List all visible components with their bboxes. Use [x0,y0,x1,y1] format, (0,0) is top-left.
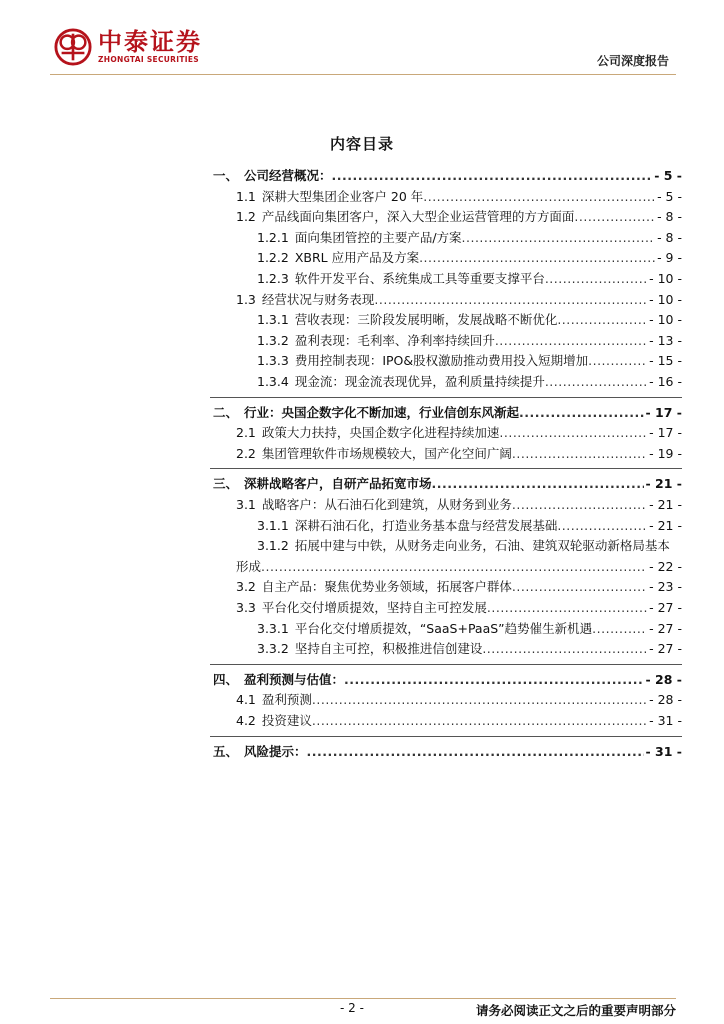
zhongtai-logo-icon [54,28,92,66]
toc-entry-title: 现金流：现金流表现优异，盈利质量持续提升 [294,374,545,389]
toc-dot-leader [557,310,647,330]
toc-entry-title-continued: 形成 [236,558,262,574]
toc-dot-leader [419,248,655,268]
toc-entry[interactable] [213,403,682,423]
toc-entry-page: - 13 - [649,332,682,348]
toc-dot-leader [312,690,647,710]
toc-entry-page: - 27 - [649,620,682,636]
toc-entry-page: - 23 - [649,579,682,595]
toc-entry-page: - 21 - [649,517,682,533]
company-logo [54,28,202,66]
toc-dot-leader [332,166,653,186]
toc-entry-page: - 8 - [657,229,682,245]
toc-entry-number: 3.3 [236,600,256,615]
toc-dot-leader [423,187,655,207]
toc-dot-leader [512,495,647,515]
toc-entry-number: 二、 [213,404,239,420]
toc-entry-number: 4.1 [236,692,256,708]
toc-entry[interactable] [213,670,682,690]
toc-entry-page: - 9 - [657,250,682,266]
toc-dot-leader [557,516,647,536]
toc-entry[interactable] [257,248,682,268]
toc-dot-leader [312,711,647,731]
section-separator [210,736,682,737]
toc-title: 内容目录 [329,135,394,153]
toc-entry-number: 1.3.3 [257,353,289,369]
toc-entry-page: - 31 - [649,713,682,728]
toc-entry-title: 公司经营概况： [244,168,332,183]
toc-entry[interactable] [257,269,682,289]
toc-entry-title: 经营状况与财务表现 [261,291,375,307]
toc-dot-leader [432,474,644,494]
toc-dot-leader [499,423,647,443]
toc-entry[interactable] [257,619,682,639]
toc-entry-title: 深耕战略客户，自研产品拓宽市场 [244,476,432,492]
toc-entry[interactable] [236,598,682,618]
toc-dot-leader [519,403,643,423]
toc-dot-leader [512,444,647,464]
toc-entry-title: 盈利预测与估值： [244,671,345,687]
toc-entry-number: 1.2 [236,209,256,225]
toc-entry-number: 1.3 [236,291,256,307]
toc-entry-page: - 21 - [649,497,682,512]
toc-entry-title: 产品线面向集团客户，深入大型企业运营管理的方方面面 [261,209,575,225]
toc-entry-continuation[interactable] [236,557,682,577]
footer-disclaimer: 请务必阅读正文之后的重要声明部分 [475,1003,676,1018]
toc-entry[interactable] [213,742,682,762]
logo-english-name: ZHONGTAI SECURITIES [98,55,199,64]
report-type-label: 公司深度报告 [596,54,669,68]
toc-entry-page: - 16 - [649,374,682,389]
toc-dot-leader [462,228,656,248]
toc-entry-page: - 19 - [649,445,682,461]
toc-entry-page: - 21 - [645,476,682,492]
toc-entry-title: 深耕大型集团企业客户 20 年 [261,188,424,204]
toc-entry-page: - 5 - [654,168,682,183]
toc-entry[interactable] [257,351,682,371]
footer-divider [50,998,676,999]
toc-entry-page: - 8 - [657,209,682,225]
toc-entry[interactable] [236,444,682,464]
toc-entry-page: - 17 - [645,404,682,420]
toc-entry[interactable] [257,228,682,248]
toc-entry-page: - 28 - [649,692,682,708]
toc-dot-leader [592,619,647,639]
toc-entry-title: 费用控制表现：IPO&股权激励推动费用投入短期增加 [294,353,589,369]
toc-dot-leader [512,577,647,597]
toc-entry[interactable] [236,577,682,597]
toc-entry-title: 面向集团管控的主要产品/方案 [294,229,462,245]
toc-entry-page: - 15 - [649,353,682,369]
toc-entry[interactable] [257,516,682,536]
toc-entry[interactable] [236,187,682,207]
toc-dot-leader [545,269,647,289]
toc-entry-number: 3.1.1 [257,517,289,533]
toc-entry-number: 2.1 [236,425,256,441]
section-separator [210,664,682,665]
toc-entry-title: 政策大力扶持，央国企数字化进程持续加速 [261,425,500,441]
toc-entry[interactable] [236,423,682,443]
toc-entry-title: 软件开发平台、系统集成工具等重要支撑平台 [294,271,545,286]
toc-entry-number: 三、 [213,476,239,492]
toc-entry-title: 拓展中建与中铁，从财务走向业务，石油、建筑双轮驱动新格局基本 [294,538,670,554]
toc-entry-title: 投资建议 [261,713,312,728]
toc-entry-number: 4.2 [236,713,256,728]
page-number: - 2 - [340,1001,364,1015]
toc-dot-leader [574,207,655,227]
toc-entry-number: 3.1.2 [257,538,289,554]
toc-entry-number: 3.3.1 [257,620,289,636]
toc-dot-leader [588,351,647,371]
toc-dot-leader [344,670,643,690]
toc-entry-title: XBRL 应用产品及方案 [294,250,420,266]
toc-entry[interactable] [236,495,682,515]
section-separator [210,468,682,469]
toc-entry-title: 盈利预测 [261,692,312,708]
toc-entry-page: - 27 - [649,600,682,615]
toc-entry[interactable] [213,474,682,494]
logo-chinese-name: 中泰证券 [98,28,202,56]
toc-entry-page: - 27 - [649,641,682,657]
toc-entry-number: 3.2 [236,579,256,595]
toc-entry[interactable] [257,331,682,351]
toc-entry-title: 平台化交付增质提效，坚持自主可控发展 [261,600,487,615]
toc-entry-title: 坚持自主可控，积极推进信创建设 [294,641,483,657]
toc-entry-page: - 5 - [657,188,682,204]
toc-dot-leader [307,742,644,762]
toc-dot-leader [374,290,647,310]
toc-entry-number: 1.3.1 [257,312,289,328]
toc-entry-title: 营收表现：三阶段发展明晰，发展战略不断优化 [294,312,558,328]
toc-entry-title: 行业：央国企数字化不断加速，行业信创东风渐起 [244,404,520,420]
toc-entry-title: 战略客户：从石油石化到建筑，从财务到业务 [261,497,512,512]
toc-entry-page: - 17 - [649,425,682,441]
toc-entry-number: 1.1 [236,188,256,204]
toc-entry-page: - 10 - [649,312,682,328]
toc-entry-number: 1.3.4 [257,374,289,389]
toc-entry-number: 一、 [213,168,239,183]
toc-dot-leader [261,557,647,577]
toc-entry-number: 1.2.2 [257,250,289,266]
toc-entry[interactable] [257,536,682,556]
toc-entry-number: 2.2 [236,445,256,461]
header-divider [50,74,676,75]
toc-entry-title: 平台化交付增质提效，“SaaS+PaaS”趋势催生新机遇 [294,620,593,636]
toc-entry[interactable] [257,639,682,659]
toc-entry-title: 风险提示： [244,743,307,759]
toc-entry-number: 1.3.2 [257,332,289,348]
toc-dot-leader [482,639,647,659]
toc-entry[interactable] [236,207,682,227]
toc-entry-number: 五、 [213,743,239,759]
toc-entry-page: - 10 - [649,291,682,307]
toc-entry-page: - 28 - [645,671,682,687]
toc-entry[interactable] [236,711,682,731]
toc-entry-number: 1.2.1 [257,229,289,245]
toc-entry-number: 3.1 [236,497,256,512]
toc-entry-title: 盈利表现：毛利率、净利率持续回升 [294,332,495,348]
toc-entry-page: - 10 - [649,271,682,286]
toc-entry-title: 深耕石油石化，打造业务基本盘与经营发展基础 [294,517,558,533]
toc-entry-number: 四、 [213,671,239,687]
toc-entry-page: - 31 - [645,743,682,759]
toc-entry[interactable] [213,166,682,186]
toc-dot-leader [495,331,647,351]
toc-entry-page: - 22 - [649,558,682,574]
toc-entry-number: 3.3.2 [257,641,289,657]
toc-entry[interactable] [236,290,682,310]
toc-entry-number: 1.2.3 [257,271,289,286]
toc-dot-leader [545,372,647,392]
toc-entry[interactable] [257,310,682,330]
toc-dot-leader [487,598,647,618]
toc-entry-title: 集团管理软件市场规模较大，国产化空间广阔 [261,445,512,461]
section-separator [210,397,682,398]
toc-entry[interactable] [257,372,682,392]
toc-entry-title: 自主产品：聚焦优势业务领域，拓展客户群体 [261,579,512,595]
toc-entry[interactable] [236,690,682,710]
